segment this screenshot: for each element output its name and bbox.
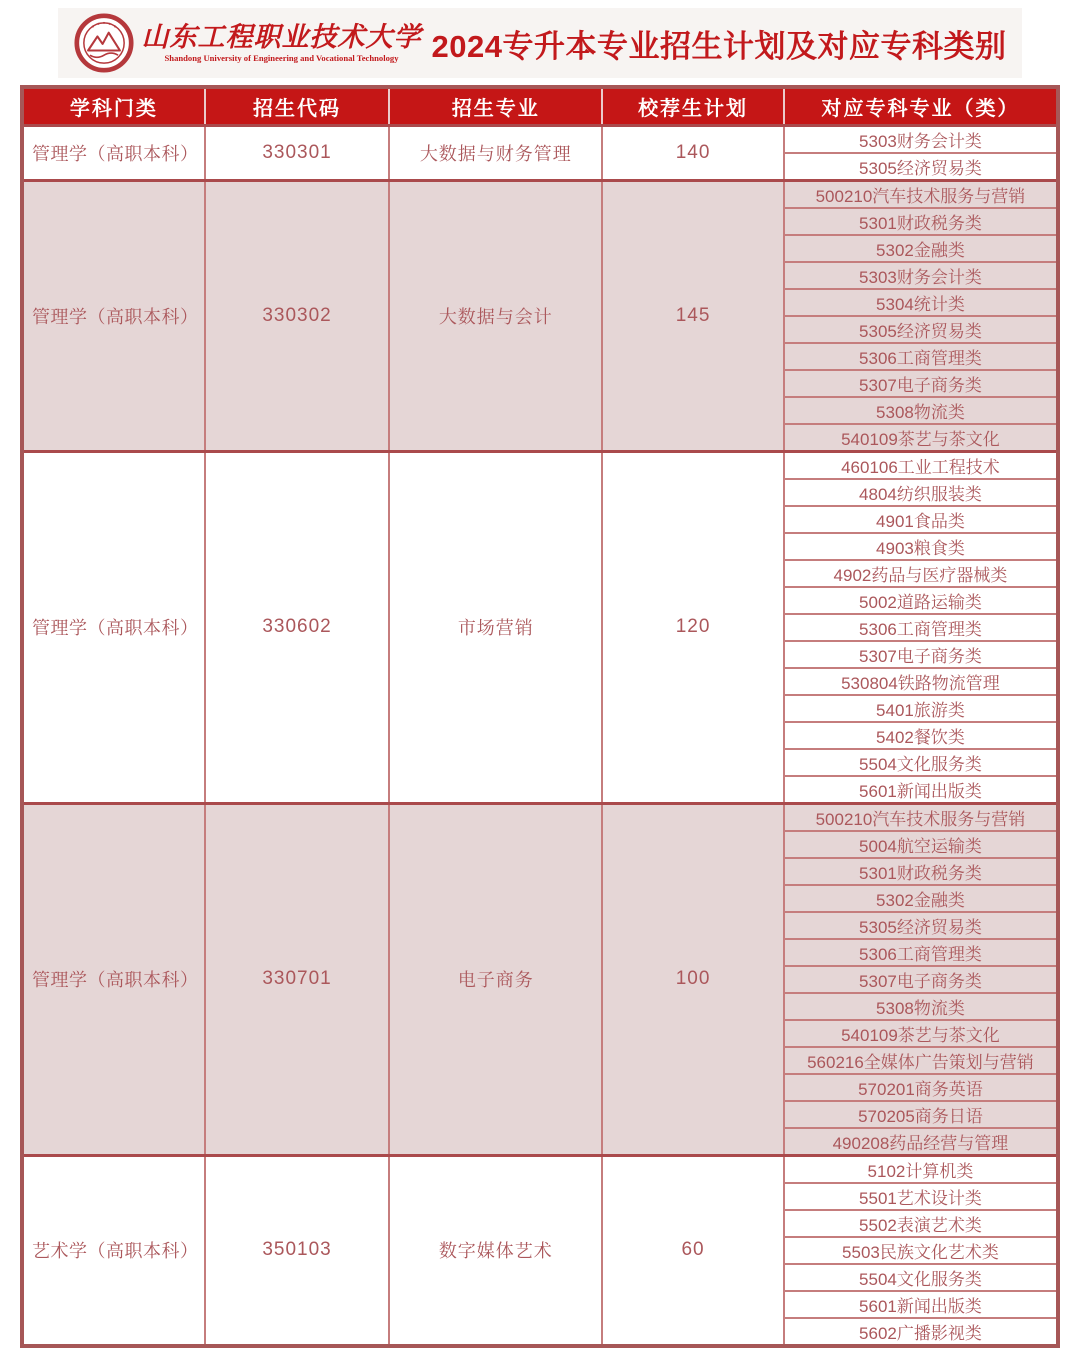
vocational-major-cell: 570201商务英语: [784, 1074, 1058, 1101]
table-row: [22, 451, 1058, 479]
vocational-major-cell: 5504文化服务类: [784, 749, 1058, 776]
plan-cell: 100: [602, 803, 784, 1155]
vocational-major-cell: 5306工商管理类: [784, 614, 1058, 641]
university-name-chinese: 山东工程职业技术大学: [141, 22, 422, 53]
vocational-major-cell: 540109茶艺与茶文化: [784, 1020, 1058, 1047]
page-title: 2024专升本专业招生计划及对应专科类别: [431, 28, 1007, 64]
vocational-major-cell: 5307电子商务类: [784, 370, 1058, 397]
code-cell: 330301: [205, 125, 390, 180]
university-logo: [74, 13, 422, 73]
vocational-major-cell: 530804铁路物流管理: [784, 668, 1058, 695]
code-cell: 330701: [205, 803, 390, 1155]
university-emblem-icon: [74, 13, 134, 73]
table-row: [22, 180, 1058, 208]
category-cell: 管理学（高职本科）: [22, 125, 205, 180]
plan-cell: 60: [602, 1155, 784, 1346]
vocational-major-cell: 5308物流类: [784, 993, 1058, 1020]
column-header-2: 招生专业: [389, 87, 602, 125]
vocational-major-cell: 5305经济贸易类: [784, 153, 1058, 181]
major-cell: 电子商务: [389, 803, 602, 1155]
table-row: [22, 1155, 1058, 1183]
category-cell: 管理学（高职本科）: [22, 451, 205, 803]
table-row: [22, 125, 1058, 153]
university-name-block: [142, 23, 422, 62]
vocational-major-cell: 5602广播影视类: [784, 1318, 1058, 1346]
vocational-major-cell: 4903粮食类: [784, 533, 1058, 560]
plan-cell: 145: [602, 180, 784, 451]
column-header-3: 校荐生计划: [602, 87, 784, 125]
vocational-major-cell: 5301财政税务类: [784, 208, 1058, 235]
vocational-major-cell: 5503民族文化艺术类: [784, 1237, 1058, 1264]
vocational-major-cell: 560216全媒体广告策划与营销: [784, 1047, 1058, 1074]
vocational-major-cell: 4901食品类: [784, 506, 1058, 533]
major-cell: 市场营销: [389, 451, 602, 803]
vocational-major-cell: 5502表演艺术类: [784, 1210, 1058, 1237]
vocational-major-cell: 540109茶艺与茶文化: [784, 424, 1058, 452]
vocational-major-cell: 500210汽车技术服务与营销: [784, 180, 1058, 208]
vocational-major-cell: 5402餐饮类: [784, 722, 1058, 749]
vocational-major-cell: 5305经济贸易类: [784, 912, 1058, 939]
category-cell: 管理学（高职本科）: [22, 803, 205, 1155]
vocational-major-cell: 5303财务会计类: [784, 125, 1058, 153]
vocational-major-cell: 5102计算机类: [784, 1155, 1058, 1183]
table-row: [22, 803, 1058, 831]
column-header-0: 学科门类: [22, 87, 205, 125]
vocational-major-cell: 460106工业工程技术: [784, 451, 1058, 479]
column-header-1: 招生代码: [205, 87, 390, 125]
major-cell: 大数据与财务管理: [389, 125, 602, 180]
vocational-major-cell: 5304统计类: [784, 289, 1058, 316]
vocational-major-cell: 5301财政税务类: [784, 858, 1058, 885]
vocational-major-cell: 5401旅游类: [784, 695, 1058, 722]
plan-cell: 140: [602, 125, 784, 180]
vocational-major-cell: 5307电子商务类: [784, 641, 1058, 668]
vocational-major-cell: 490208药品经营与管理: [784, 1128, 1058, 1156]
university-name-english: Shandong University of Engineering and Vocational Technology: [164, 52, 399, 63]
vocational-major-cell: 570205商务日语: [784, 1101, 1058, 1128]
vocational-major-cell: 5302金融类: [784, 885, 1058, 912]
vocational-major-cell: 5501艺术设计类: [784, 1183, 1058, 1210]
code-cell: 350103: [205, 1155, 390, 1346]
vocational-major-cell: 500210汽车技术服务与营销: [784, 803, 1058, 831]
code-cell: 330302: [205, 180, 390, 451]
enrollment-plan-table: [20, 85, 1060, 1348]
vocational-major-cell: 5601新闻出版类: [784, 1291, 1058, 1318]
vocational-major-cell: 5306工商管理类: [784, 343, 1058, 370]
column-header-4: 对应专科专业（类）: [784, 87, 1058, 125]
category-cell: 管理学（高职本科）: [22, 180, 205, 451]
vocational-major-cell: 5601新闻出版类: [784, 776, 1058, 804]
vocational-major-cell: 5302金融类: [784, 235, 1058, 262]
vocational-major-cell: 5004航空运输类: [784, 831, 1058, 858]
table-header-row: [22, 87, 1058, 125]
vocational-major-cell: 5002道路运输类: [784, 587, 1058, 614]
plan-cell: 120: [602, 451, 784, 803]
vocational-major-cell: 5308物流类: [784, 397, 1058, 424]
vocational-major-cell: 4804纺织服装类: [784, 479, 1058, 506]
page-header: [58, 8, 1023, 78]
major-cell: 数字媒体艺术: [389, 1155, 602, 1346]
category-cell: 艺术学（高职本科）: [22, 1155, 205, 1346]
vocational-major-cell: 4902药品与医疗器械类: [784, 560, 1058, 587]
vocational-major-cell: 5303财务会计类: [784, 262, 1058, 289]
major-cell: 大数据与会计: [389, 180, 602, 451]
vocational-major-cell: 5306工商管理类: [784, 939, 1058, 966]
vocational-major-cell: 5504文化服务类: [784, 1264, 1058, 1291]
vocational-major-cell: 5305经济贸易类: [784, 316, 1058, 343]
vocational-major-cell: 5307电子商务类: [784, 966, 1058, 993]
code-cell: 330602: [205, 451, 390, 803]
